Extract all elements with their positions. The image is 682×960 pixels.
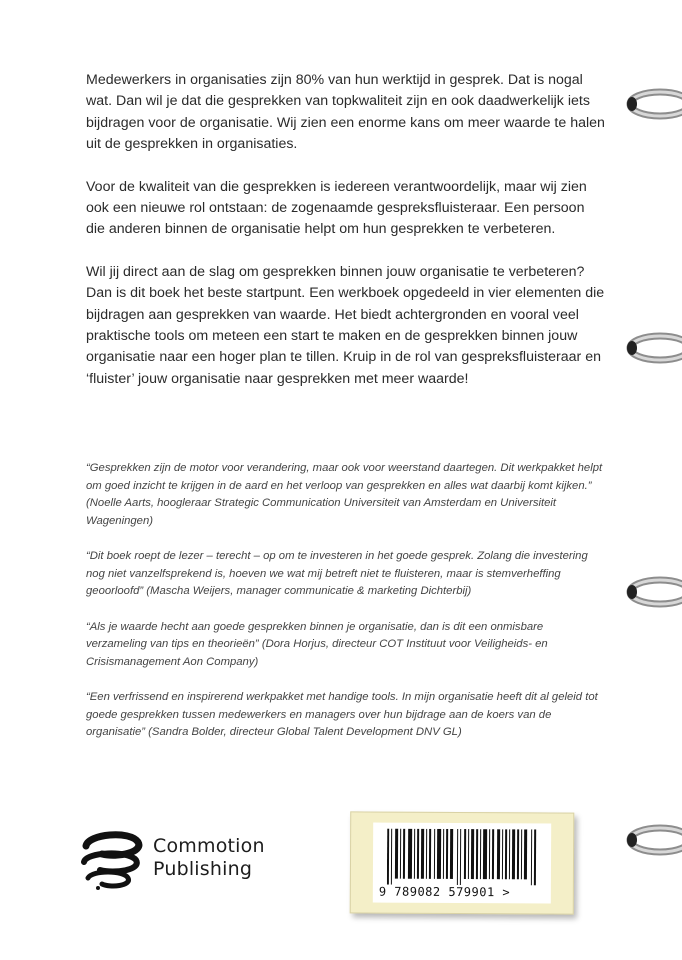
binder-ring-icon [620,570,682,614]
endorsement-quote-2: “Dit boek roept de lezer – terecht – op om te investeren in het goede gesprek. Zolang die investering nog niet vanzelfsprekend is, hoeven we wat mij betreft niet te fluisteren, maar is stemverheffing geoorloofd” (Mascha Weijers, manager communicatie & marketing Dichterbij) [86,550,588,597]
barcode [373,823,551,904]
barcode-bars [387,829,537,886]
endorsement-quote-4: “Een verfrissend en inspirerend werkpakket met handige tools. In mijn organisatie heeft dit al geleid tot goede gesprekken tussen medewerkers en managers over hun bijdrage aan de koers van de organisatie” (Sandra Bolder, directeur Global Talent Development DNV GL) [86,691,598,738]
binder-ring-icon [620,82,682,126]
endorsement-quote-1: “Gesprekken zijn de motor voor verandering, maar ook voor weerstand daartegen. Dit werkpakket helpt om goed inzicht te krijgen in de aard en het verloop van gesprekken en alles wat daarbij komt kijken.” (Noelle Aarts, hoogleraar Strategic Communication Universiteit van Amsterdam en Universiteit Wageningen) [86,462,603,527]
intro-paragraph-2: Voor de kwaliteit van die gesprekken is iedereen verantwoordelijk, maar wij zien ook een nieuwe rol ontstaan: de zogenaamde gespreksfluisteraar. Een persoon die anderen binnen de organisatie helpt om hun gesprekken te verbeteren. [86,178,587,238]
spiral-logo-icon [78,828,146,894]
binder-ring-icon [620,326,682,370]
publisher-logo [78,826,268,896]
barcode-sticker [350,811,575,914]
intro-paragraph-3: Wil jij direct aan de slag om gesprekken binnen jouw organisatie te verbeteren? Dan is dit boek het beste startpunt. Een werkboek opgedeeld in vier elementen die bijdragen aan gesprekken van waarde. Het biedt achtergronden en vooral veel praktische tools om meteen een start te maken en de gesprekken binnen jouw organisatie naar een hoger plan te tillen. Kruip in de rol van gespreksfluisteraar en ‘fluister’ jouw organisatie naar gesprekken met meer waarde! [86,263,605,387]
endorsements [86,460,606,760]
endorsement-quote-3: “Als je waarde hecht aan goede gesprekken binnen je organisatie, dan is dit een onmisbare verzameling van tips en theorieën” (Dora Horjus, directeur COT Instituut voor Veiligheids- en Crisismanagement Aon Company) [86,620,548,668]
publisher-name-line2: Publishing [153,858,253,880]
binder-ring-icon [620,818,682,862]
publisher-name-line1: Commotion [153,835,265,857]
intro-paragraph-1: Medewerkers in organisaties zijn 80% van hun werktijd in gesprek. Dat is nogal wat. Dan wil je dat die gesprekken van topkwaliteit zijn en ook daadwerkelijk iets bijdragen voor de organisatie. Wij zien een enorme kans om meer waarde te halen uit de gesprekken in organisaties. [86,72,605,153]
publisher-name [153,835,265,881]
intro-text [86,70,606,411]
isbn-number: 9 789082 579901 > [378,884,511,900]
